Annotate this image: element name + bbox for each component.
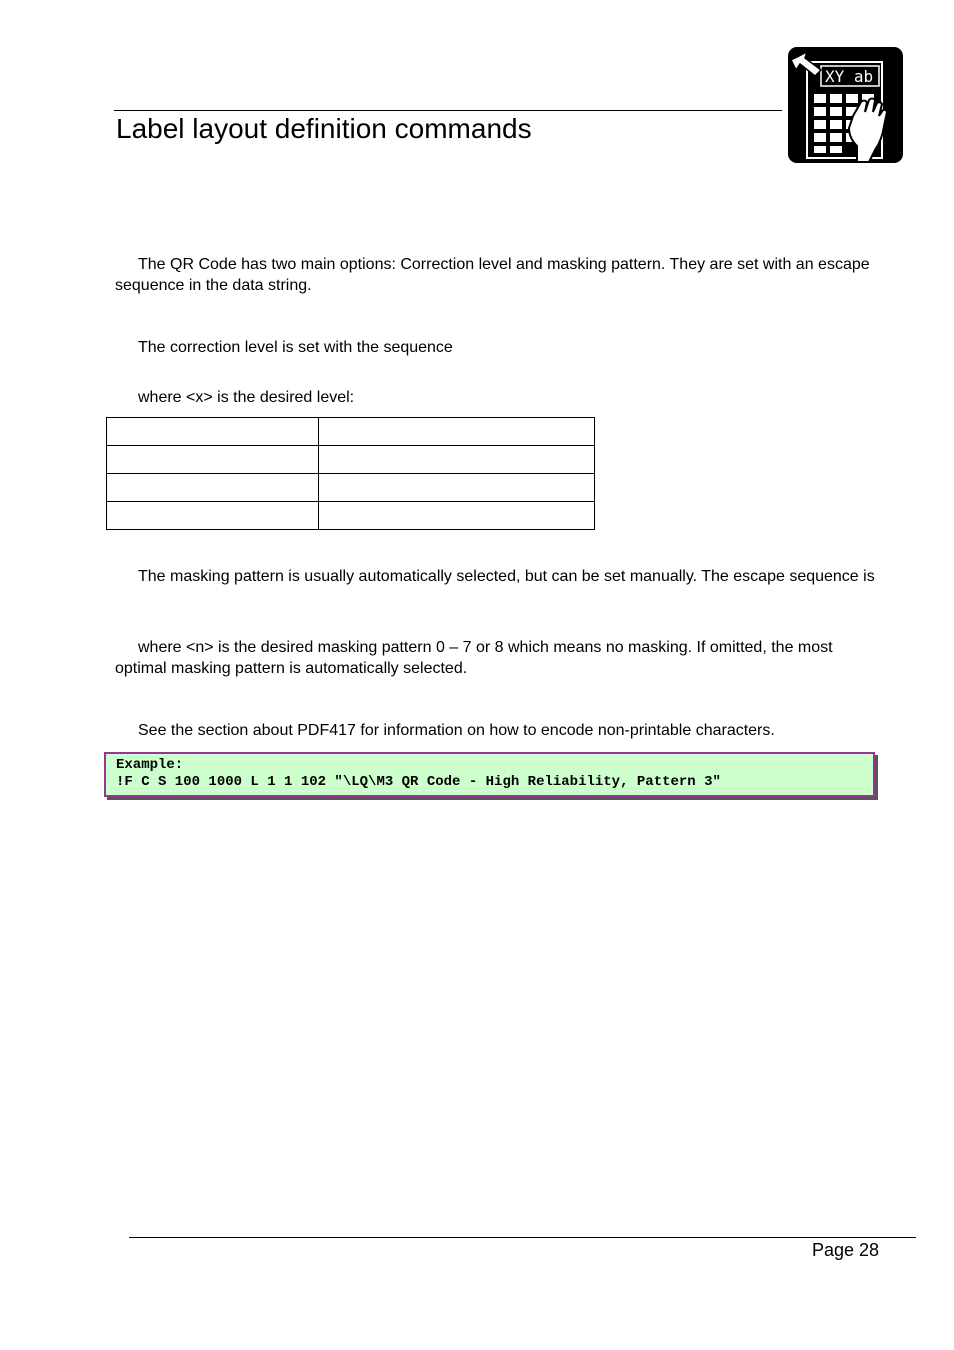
page-number: Page 28 bbox=[812, 1240, 880, 1260]
page-title: Label layout definition commands bbox=[116, 113, 532, 144]
paragraph-options bbox=[115, 255, 875, 296]
paragraph-where-n-text: where <n> is the desired masking pattern 0 – 7 or 8 which means no masking. If omitted, the most optimal masking pattern is automatically selected. bbox=[115, 639, 833, 677]
table-row bbox=[107, 418, 595, 446]
logo-text: XY ab bbox=[825, 67, 874, 86]
paragraph-masking bbox=[115, 567, 875, 588]
header-rule bbox=[114, 110, 782, 111]
table-cell bbox=[107, 502, 319, 530]
table-row bbox=[107, 502, 595, 530]
paragraph-where-x-text: where <x> is the desired level: bbox=[138, 389, 355, 406]
paragraph-masking-text: The masking pattern is usually automatically selected, but can be set manually. The escape sequence is bbox=[138, 568, 875, 585]
example-code-box bbox=[104, 752, 875, 797]
paragraph-where-x bbox=[115, 388, 875, 409]
table-cell bbox=[107, 474, 319, 502]
table-cell bbox=[319, 502, 595, 530]
calculator-hand-icon bbox=[787, 46, 904, 164]
example-code: !F C S 100 1000 L 1 1 102 "\LQ\M3 QR Code - High Reliability, Pattern 3" bbox=[116, 773, 721, 790]
table-row bbox=[107, 474, 595, 502]
paragraph-pdf417 bbox=[115, 721, 875, 742]
table-cell bbox=[107, 446, 319, 474]
table-cell bbox=[319, 418, 595, 446]
paragraph-correction bbox=[115, 338, 875, 359]
table-cell bbox=[319, 474, 595, 502]
table-cell bbox=[107, 418, 319, 446]
paragraph-where-n bbox=[115, 638, 875, 679]
table-cell bbox=[319, 446, 595, 474]
table-row bbox=[107, 446, 595, 474]
example-label: Example: bbox=[116, 757, 184, 773]
footer-rule bbox=[129, 1237, 916, 1238]
correction-level-table bbox=[106, 417, 595, 530]
paragraph-pdf417-text: See the section about PDF417 for information on how to encode non-printable characters. bbox=[138, 722, 775, 739]
paragraph-correction-text: The correction level is set with the sequence bbox=[138, 339, 453, 356]
paragraph-options-text: The QR Code has two main options: Correction level and masking pattern. They are set with an escape sequence in the data string. bbox=[115, 256, 870, 294]
